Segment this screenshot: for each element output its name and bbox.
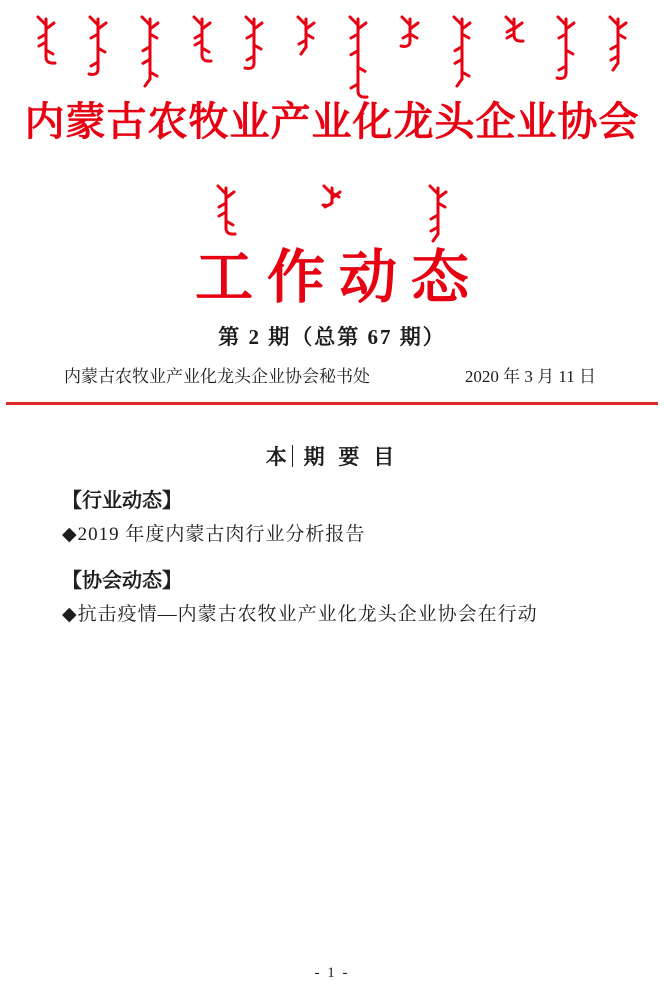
- mongolian-script-icon: [213, 183, 239, 237]
- mongolian-script-icon: [85, 14, 111, 78]
- toc-heading: [0, 441, 664, 471]
- publisher-row: [64, 362, 596, 387]
- bulletin-title: 工作动态: [194, 245, 483, 310]
- mongolian-script-icon: [33, 14, 59, 66]
- toc-heading-part1: 本: [265, 446, 291, 469]
- mongolian-script-icon: [553, 14, 579, 82]
- toc-heading-part2: 期 要 目: [303, 446, 399, 469]
- publisher-name: 内蒙古农牧业产业化龙头企业协会秘书处: [64, 367, 370, 386]
- mongolian-script-icon: [345, 14, 371, 100]
- mongolian-script-row-top: [0, 14, 664, 100]
- red-divider-rule: [6, 402, 658, 405]
- mongolian-script-icon: [137, 14, 163, 88]
- mongolian-script-icon: [449, 14, 475, 88]
- mongolian-script-icon: [319, 183, 345, 209]
- mongolian-script-icon: [189, 14, 215, 64]
- organization-name: 内蒙古农牧业产业化龙头企业协会: [24, 99, 640, 144]
- mongolian-script-icon: [397, 14, 423, 50]
- mongolian-script-icon: [605, 14, 631, 72]
- mongolian-script-icon: [293, 14, 319, 56]
- toc-item-epidemic-action: ◆抗击疫情—内蒙古农牧业产业化龙头企业协会在行动: [62, 604, 538, 625]
- publish-date: 2020 年 3 月 11 日: [464, 367, 596, 386]
- toc-section-association-label: 【协会动态】: [62, 570, 182, 592]
- page-number: - 1 -: [314, 965, 350, 981]
- issue-number: 第 2 期（总第 67 期）: [218, 325, 446, 349]
- mongolian-script-icon: [241, 14, 267, 72]
- toc-item-industry-report: ◆2019 年度内蒙古肉行业分析报告: [62, 524, 366, 545]
- text-cursor: [292, 445, 293, 467]
- mongolian-script-icon: [501, 14, 527, 44]
- toc-section-industry-label: 【行业动态】: [62, 490, 182, 512]
